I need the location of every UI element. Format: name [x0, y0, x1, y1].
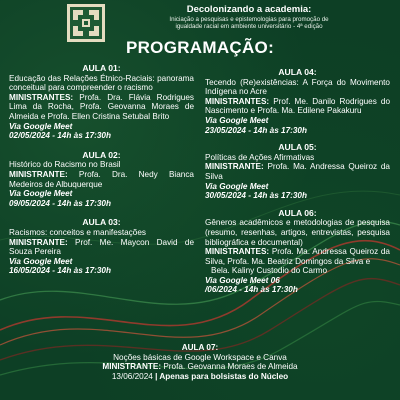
- aula-card-1: [9, 64, 194, 141]
- aula-title: AULA 07:: [181, 343, 219, 352]
- aula-title: AULA 05:: [278, 142, 317, 153]
- logo-icon: [67, 4, 105, 42]
- aula-ministrantes: [9, 93, 194, 122]
- header-subtitle-line2: igualdade racial em ambiente universitário - 4ª edição: [175, 23, 323, 30]
- ministrantes-names: Profa. Dra. Flávia Rodrigues Lima da Rocha, Profa. Geovanna Moraes de Almeida e Profa. Ellen Cristina Setubal Brito: [9, 92, 195, 121]
- ministrantes-label: MINISTRANTES:: [9, 92, 74, 102]
- aula-topic: Histórico do Racismo no Brasil: [9, 160, 121, 170]
- aula-via: Via Google Meet 06: [205, 275, 280, 285]
- ministrantes-names: Profa. Dra. Nedy Bianca Medeiros de Albuquerque: [9, 169, 194, 189]
- aula-via: Via Google Meet: [9, 256, 73, 266]
- aula-title: AULA 06:: [278, 207, 317, 218]
- ministrantes-names: Prof. Me. Danilo Rodrigues do Nascimento e Profa. Ma. Edilene Pakakuru: [205, 96, 390, 116]
- aula-date: 30/05/2024 - 14h às 17:30h: [205, 191, 307, 201]
- aula-via: Via Google Meet: [205, 181, 269, 191]
- aula-ministrantes: [9, 238, 194, 257]
- aula-card-4: [205, 68, 390, 135]
- aula-date: /06/2024 - 14h às 17:30h: [205, 285, 298, 295]
- aula-card-5: [205, 143, 390, 201]
- aula-topic: Racismos: conceitos e manifestações: [9, 227, 146, 237]
- aula-date-line: [60, 372, 340, 382]
- aula-topic: Educação das Relações Étnico-Raciais: panorama conceitual para compreender o racismo: [9, 73, 194, 93]
- ministrantes-extra: Bela. Kaliny Custodio do Carmo: [211, 266, 328, 276]
- ministrantes-label: MINISTRANTE:: [9, 237, 68, 247]
- aula-via: Via Google Meet: [205, 115, 269, 125]
- ministrantes-label: MINISTRANTES:: [205, 96, 270, 106]
- right-column: [205, 68, 390, 305]
- aula-ministrantes: [205, 97, 390, 116]
- aula-ministrantes: [9, 170, 194, 189]
- ministrantes-label: MINISTRANTE:: [102, 362, 162, 372]
- header-subtitle-line1: Iniciação a pesquisas e epistemologias para promoção de: [169, 16, 329, 23]
- aula-title: AULA 02:: [82, 149, 121, 160]
- aula-date: 09/05/2024 - 14h às 17:30h: [9, 198, 111, 208]
- aula-topic: Gêneros acadêmicos e metodologias de pesquisa (resumo, resenhas, artigos, entrevistas, pesquisa bibliográfica e documental): [205, 218, 390, 247]
- ministrantes-label: MINISTRANTES:: [205, 247, 270, 257]
- header-title: Decolonizando a academia:: [186, 4, 312, 15]
- aula-ministrantes: [205, 162, 390, 181]
- aula-date: 23/05/2024 - 14h às 17:30h: [205, 125, 307, 135]
- ministrantes-label: MINISTRANTE:: [9, 169, 68, 179]
- aula-ministrantes: [60, 362, 340, 372]
- aula-title: AULA 03:: [82, 217, 121, 228]
- ministrantes-names: Profa. Ma. Andressa Queiroz da Silva, Profa. Ma. Beatriz Domingos da Silva e: [205, 247, 390, 266]
- ministrantes-label: MINISTRANTE:: [205, 162, 264, 172]
- aula-title: AULA 01:: [82, 63, 121, 73]
- header-subtitle: [124, 16, 374, 30]
- aula-topic: Políticas de Ações Afirmativas: [205, 152, 315, 162]
- ministrantes-names: Profa. Ma. Andressa Queiroz da Silva: [205, 162, 390, 181]
- aula-title: AULA 04:: [278, 67, 317, 77]
- aula-topic: Tecendo (Re)existências: A Força do Movimento Indígena no Acre: [205, 77, 390, 97]
- aula-note: Apenas para bolsistas do Núcleo: [159, 371, 289, 381]
- program-title: PROGRAMAÇÃO:: [125, 38, 275, 57]
- ministrantes-names: Profa. Geovanna Moraes de Almeida: [163, 362, 298, 372]
- aula-via: Via Google Meet: [9, 121, 73, 131]
- aula-card-3: [9, 218, 194, 276]
- left-column: [9, 64, 194, 286]
- aula-via: Via Google Meet: [9, 189, 73, 199]
- aula-card-6: [205, 209, 390, 295]
- separator: |: [152, 371, 160, 381]
- aula-card-7: [60, 343, 340, 381]
- aula-date: 16/05/2024 - 14h às 17:30h: [9, 266, 111, 276]
- aula-date: 02/05/2024 - 14h às 17:30h: [9, 131, 111, 141]
- aula-card-2: [9, 151, 194, 209]
- aula-date: 13/06/2024: [111, 371, 153, 381]
- aula-topic: Noções básicas de Google Workspace e Canva: [113, 352, 287, 362]
- aula-ministrantes: [205, 247, 390, 266]
- ministrantes-names: Prof. Me. Maycon David de Souza Pereira: [9, 237, 194, 257]
